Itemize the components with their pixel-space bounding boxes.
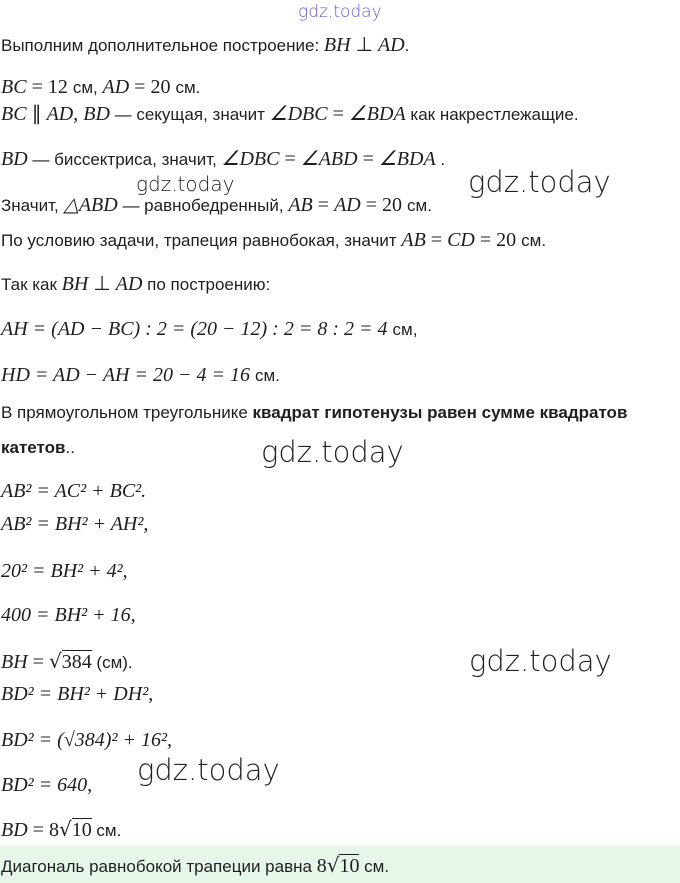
math: BD <box>1 148 28 170</box>
text: По условию задачи, трапеция равнобокая, значит <box>1 231 402 250</box>
unit: см, <box>392 320 418 339</box>
sqrt: √10 <box>326 853 360 877</box>
text: .. <box>65 438 75 457</box>
math: = AD − AH = 20 − 4 = 16 <box>29 364 255 386</box>
text: по построению: <box>142 275 271 294</box>
line-hd <box>1 364 280 387</box>
math: AD <box>102 76 130 98</box>
math: BC <box>1 103 27 125</box>
sqrt: √384 <box>48 649 92 673</box>
unit: см. <box>521 231 547 250</box>
math: AD <box>378 34 405 56</box>
text: . <box>404 36 410 55</box>
bold-text: квадрат гипотенузы равен сумме квадратов <box>252 403 628 422</box>
math: , <box>73 103 84 125</box>
watermark: gdz.today <box>469 644 612 678</box>
unit: см. <box>407 196 432 215</box>
equation-400: 400 = BH² + 16, <box>1 604 136 626</box>
math: ∠DBC <box>269 103 328 125</box>
watermark: gdz.today <box>136 172 235 196</box>
math: = 20 <box>129 76 176 98</box>
math: BC <box>1 76 27 98</box>
line-parallel <box>1 103 579 126</box>
watermark: gdz.today <box>261 435 404 469</box>
math-op: = <box>279 148 301 170</box>
line-construction <box>1 34 409 57</box>
answer-line <box>1 854 389 878</box>
unit: см. <box>91 821 122 840</box>
math: △ABD <box>63 194 118 216</box>
math: HD <box>1 364 30 386</box>
math: AB <box>401 229 426 251</box>
math: = <box>27 651 49 673</box>
math-op: = <box>327 103 349 125</box>
text: — биссектриса, значит, <box>27 150 222 169</box>
math: ∠DBC <box>221 148 280 170</box>
math: 8 <box>316 855 327 877</box>
math: = 8 <box>27 819 59 841</box>
equation-bd-640: BD² = 640, <box>1 774 93 796</box>
bold-text: катетов <box>1 438 66 457</box>
line-pythagoras-cont <box>1 437 75 459</box>
text: как накрестлежащие. <box>405 105 579 124</box>
text: Значит, <box>1 196 64 215</box>
watermark: gdz.today <box>137 753 280 787</box>
math-op: ⊥ <box>88 273 116 295</box>
math: BD <box>1 819 28 841</box>
line-isosceles <box>1 194 432 217</box>
math: = 20 <box>360 194 408 216</box>
math-op: ⊥ <box>350 34 378 56</box>
line-bisector <box>1 148 445 171</box>
math: AD <box>115 273 143 295</box>
sqrt: √10 <box>58 817 92 841</box>
math: AH <box>1 318 28 340</box>
unit: см, <box>72 78 98 97</box>
unit: см. <box>254 366 280 385</box>
line-since <box>1 273 270 296</box>
math: BD <box>83 103 110 125</box>
math-op: = <box>425 229 448 251</box>
math: ∠ABD <box>300 148 358 170</box>
text: Выполним дополнительное построение: <box>1 36 324 55</box>
unit: (см). <box>91 653 133 672</box>
equation-bd-result <box>1 818 121 842</box>
text: В прямоугольном треугольнике <box>1 403 253 422</box>
math-op: = <box>312 194 335 216</box>
line-condition <box>1 229 546 252</box>
equation-bd-sqrt384: BD² = (√384)² + 16², <box>1 729 172 751</box>
math-op: ∥ <box>26 103 47 125</box>
watermark-top: gdz.today <box>298 2 382 22</box>
math: BH <box>1 651 28 673</box>
equation-bd-bh-dh: BD² = BH² + DH², <box>1 683 154 705</box>
watermark: gdz.today <box>468 165 611 199</box>
unit: см. <box>359 857 390 876</box>
math: ∠BDA <box>348 103 406 125</box>
math: AB <box>288 194 313 216</box>
math: = 20 <box>474 229 522 251</box>
math: AD <box>46 103 74 125</box>
text: . <box>435 150 446 169</box>
unit: см. <box>175 78 201 97</box>
equation-20-squared: 20² = BH² + 4², <box>1 560 128 582</box>
math: AD <box>334 194 361 216</box>
text: Диагональ равнобокой трапеции равна <box>1 857 317 876</box>
text: — равнобедренный, <box>117 196 289 215</box>
math-op: = <box>357 148 379 170</box>
math: CD <box>447 229 475 251</box>
math: = (AD − BC) : 2 = (20 − 12) : 2 = 8 : 2 = 4 <box>27 318 393 340</box>
line-ah <box>1 318 417 341</box>
equation-ab-ac-bc: AB² = AC² + BC². <box>1 480 147 502</box>
text: Так как <box>1 275 62 294</box>
text: — секущая, значит <box>109 105 270 124</box>
line-pythagoras <box>1 402 627 424</box>
math: ∠BDA <box>378 148 436 170</box>
line-given <box>1 76 200 99</box>
math: = 12 <box>26 76 73 98</box>
math: BH <box>61 273 89 295</box>
math: BH <box>323 34 351 56</box>
equation-bh-sqrt <box>1 650 133 674</box>
equation-ab-bh-ah: AB² = BH² + AH², <box>1 513 149 535</box>
